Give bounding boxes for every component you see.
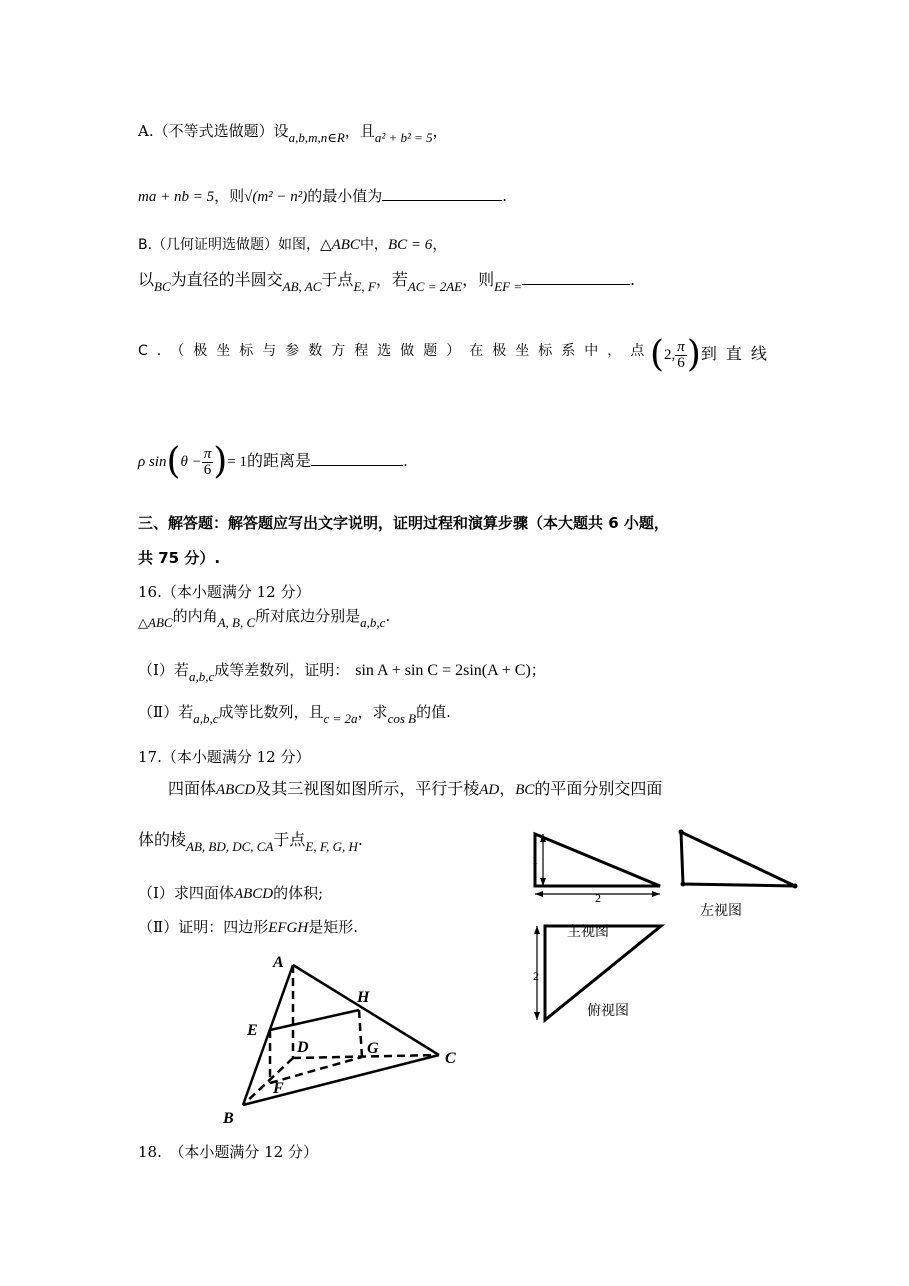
part-b-l2d: ，若 [375,270,408,289]
part-a-ask: 的最小值为 [307,187,383,205]
part-b-l2c: 于点 [321,270,354,289]
left-paren: ( [650,334,665,375]
q17-l2a: 体的棱 [138,830,187,849]
q17-line2 [138,830,363,854]
part-b-end: . [630,270,636,289]
part-c-eq: = 1 [227,454,248,470]
q16-p2-cond: c = 2a [323,711,358,726]
part-b-bc: BC [154,279,171,294]
frac-den: 6 [677,354,685,371]
section3-line2: 共 75 分）. [138,549,221,567]
q16-t3: . [385,607,391,625]
part-c-point [650,330,776,378]
label-g: G [367,1040,379,1057]
part-a-expr: √(m² − n²) [244,189,308,205]
part-b-l2b: 为直径的半圆交 [170,270,283,289]
q17-l1a: 四面体 [168,779,217,798]
q16-p1-sides: a,b,c [188,669,215,684]
q17-l1c: ， [499,779,516,798]
q16-p2-ask: ，求 [357,703,388,721]
part-b-line2 [138,270,636,294]
q16-p2-sides: a,b,c [193,711,219,726]
q16-p2-cos: cos B [387,711,417,726]
pi-over-six-2 [202,447,214,478]
part-b-line1 [138,234,447,255]
part-a-then: ，则 [214,187,245,205]
q17-part2 [138,917,358,938]
q17-p1-abcd: ABCD [233,886,274,902]
q16-part2 [138,702,451,726]
top-view-label: 俯视图 [587,1003,629,1019]
part-b-ef: E, F [353,279,376,294]
part-a-answer-blank[interactable] [382,186,502,201]
left-view-label: 左视图 [700,903,742,919]
part-b-cond2: AC = 2AE [407,279,463,294]
q17-head: 17.（本小题满分 12 分） [138,748,311,766]
label-c: C [445,1050,456,1067]
frac-num-2: π [203,445,212,462]
part-a-line2 [138,186,507,207]
q17-pts: E, F, G, H [305,839,358,854]
q17-line1 [168,779,662,800]
label-e: E [247,1022,258,1039]
q16-t2: 所对底边分别是 [255,607,361,625]
q16-tri: △ABC [138,615,173,630]
q17-edges: AB, BD, DC, CA [186,839,274,854]
q16-abc: A, B, C [217,615,256,630]
right-paren-2: ) [213,441,228,482]
label-a: A [273,954,284,971]
part-a-line1 [138,121,448,145]
q17-l2c: . [357,830,363,849]
q17-l1b: 及其三视图如图所示，平行于棱 [255,779,480,798]
part-b-comma: ， [432,235,448,253]
part-c-end: . [403,452,408,470]
part-b-ask: EF = [494,279,523,294]
part-a-end: . [502,187,508,205]
part-b-mid: 中， [359,237,388,253]
label-h: H [357,989,370,1006]
q16-p2-end: 的值. [416,703,451,721]
q17-p2-efgh: EFGH [268,920,309,936]
q16-t1: 的内角 [172,607,218,625]
q16-intro [138,606,391,630]
q17-l2b: 于点 [273,830,306,849]
right-paren: ) [686,334,701,375]
q16-sides: a,b,c [360,615,386,630]
q17-p2-label: （Ⅱ）证明：四边形 [138,918,269,936]
part-b-triangle: △ABC [320,237,360,253]
left-paren-2: ( [166,441,181,482]
frac-num: π [677,338,685,355]
pi-over-six [675,340,687,371]
part-c-line2 [138,437,408,485]
q17-p1-label: （Ⅰ）求四面体 [138,884,234,902]
q17-part1 [138,883,323,904]
front-view [532,834,660,905]
left-view [679,830,798,889]
part-c-answer-blank[interactable] [311,451,403,466]
q16-p2-text: 成等比数列，且 [218,703,324,721]
label-d: D [297,1039,309,1056]
part-c-theta: θ − [180,454,202,470]
dim-1: 1 [532,853,538,867]
part-c-rho: ρ sin [138,454,167,470]
q16-p1-eq: sin A + sin C = 2sin(A + C) [355,662,531,679]
q16-head: 16.（本小题满分 12 分） [138,583,311,601]
q18-head: 18. （本小题满分 12 分） [138,1143,318,1161]
label-f: F [273,1080,284,1097]
front-view-label: 主视图 [567,924,609,940]
q17-ad: AD [479,782,500,798]
dim-2: 2 [595,891,601,905]
dim-3: 2 [533,969,539,983]
q16-p1-end: ； [530,661,546,679]
part-a-cond1: a,b,m,n∈R [288,130,345,145]
q16-p1-text: 成等差数列，证明： [214,661,350,679]
part-b-answer-blank[interactable] [522,270,630,285]
q17-l1d: 的平面分别交四面 [534,779,663,798]
part-b-label: B.（几何证明选做题）如图， [138,237,321,253]
part-c-after: 到直线 [700,344,776,363]
part-b-l2a: 以 [138,270,155,289]
part-b-l2e: ，则 [462,270,495,289]
section3-line1: 三、解答题：解答题应写出文字说明，证明过程和演算步骤（本大题共 6 小题， [138,514,669,532]
part-c-line1 [138,340,653,361]
q17-abcd: ABCD [216,782,256,798]
tetrahedron-figure [215,945,475,1130]
q17-p1-end: 的体积; [273,884,324,902]
part-a-and: ，且 [344,122,375,140]
q16-part1 [138,660,546,684]
part-c-label: C.（极坐标与参数方程选做题）在极坐标系中，点 [138,343,654,359]
part-a-label: A.（不等式选做题）设 [138,122,289,140]
part-a-cond3: ma + nb = 5 [138,189,215,205]
part-a-comma: ， [432,122,448,140]
part-a-cond2: a² + b² = 5 [374,130,433,145]
label-b: B [223,1110,234,1127]
q17-bc: BC [515,782,535,798]
part-c-point-a: 2, [664,347,676,363]
q16-p2-label: （Ⅱ）若 [138,703,194,721]
three-views-figure [515,822,815,1032]
part-b-ab-ac: AB, AC [282,279,322,294]
frac-den-2: 6 [203,461,212,478]
q17-p2-end: 是矩形. [308,918,358,936]
part-b-cond: BC = 6 [387,237,433,253]
q16-p1-label: （Ⅰ）若 [138,661,189,679]
part-c-ask: 的距离是 [247,451,312,470]
